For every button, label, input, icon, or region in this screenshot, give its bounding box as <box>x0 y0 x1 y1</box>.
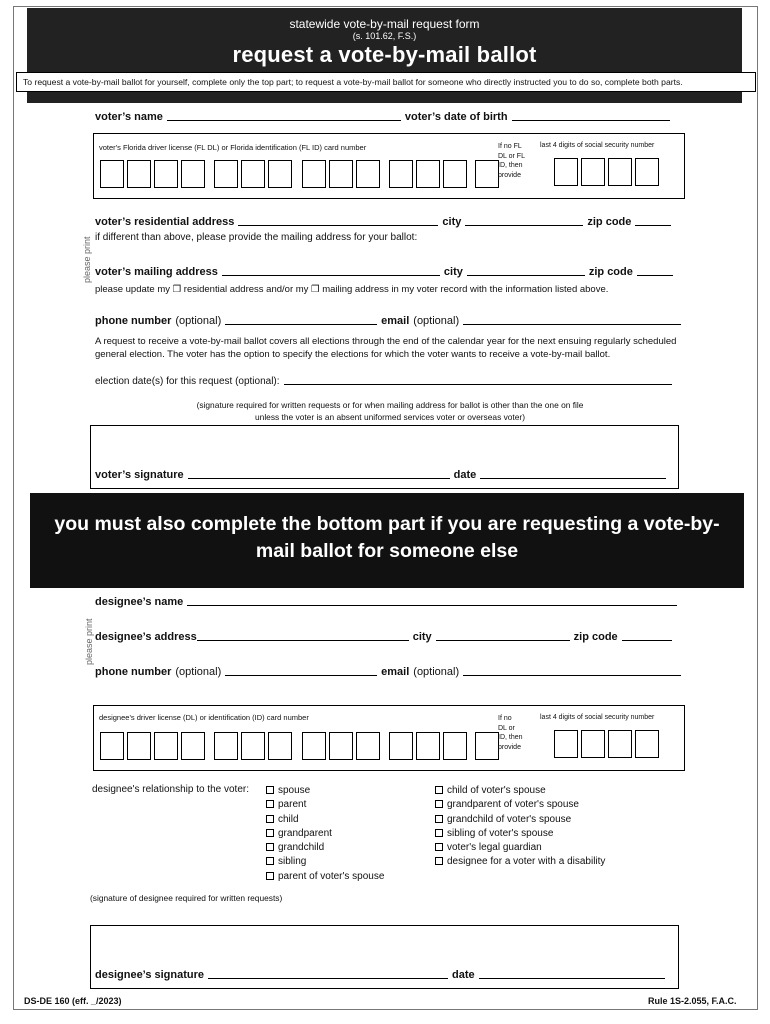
voter-phone-label: phone number <box>95 315 172 327</box>
relationship-option[interactable] <box>435 813 605 827</box>
designee-ssn-digit-box[interactable] <box>608 730 632 758</box>
designee-id-digit-box[interactable] <box>181 732 205 760</box>
designee-name-field[interactable] <box>187 605 677 606</box>
mailing-city-label: city <box>443 266 463 278</box>
designee-id-digit-box[interactable] <box>100 732 124 760</box>
voter-id-digit-box[interactable] <box>356 160 380 188</box>
designee-id-digit-box[interactable] <box>443 732 467 760</box>
mailing-address-row <box>95 266 685 278</box>
relationship-option[interactable] <box>266 798 384 812</box>
designee-id-digit-box[interactable] <box>475 732 499 760</box>
designee-address-row <box>95 631 685 643</box>
designee-phone-label: phone number <box>95 666 172 678</box>
designee-date-label: date <box>452 969 475 981</box>
residential-city-label: city <box>442 216 462 228</box>
mailing-city-field[interactable] <box>467 275 585 276</box>
relationship-option-label: sibling <box>278 856 307 868</box>
voter-email-optional: (optional) <box>413 315 460 327</box>
residential-zip-field[interactable] <box>635 225 671 226</box>
relationship-list-left <box>266 784 384 884</box>
relationship-option[interactable] <box>435 841 605 855</box>
relationship-label: designee's relationship to the voter: <box>92 784 250 795</box>
designee-ssn-digit-box[interactable] <box>581 730 605 758</box>
checkbox[interactable] <box>435 829 443 837</box>
relationship-list-right <box>435 784 605 870</box>
relationship-option-label: parent of voter's spouse <box>278 870 385 882</box>
relationship-option[interactable] <box>435 784 605 798</box>
election-dates-field[interactable] <box>284 384 672 385</box>
designee-please-print: please print <box>84 618 94 665</box>
designee-zip-label: zip code <box>573 631 618 643</box>
relationship-option[interactable] <box>266 827 384 841</box>
relationship-option-label: spouse <box>278 785 311 796</box>
checkbox[interactable] <box>266 815 274 823</box>
checkbox[interactable] <box>266 843 274 851</box>
relationship-option-label: sibling of voter's spouse <box>447 827 554 839</box>
form-name: statewide vote-by-mail request form <box>289 17 480 31</box>
designee-id-digit-box[interactable] <box>241 732 265 760</box>
designee-name-row <box>95 596 685 608</box>
voter-id-digit-box[interactable] <box>329 160 353 188</box>
mailing-address-label: voter’s mailing address <box>95 266 218 278</box>
designee-id-box <box>93 705 685 771</box>
residential-address-label: voter’s residential address <box>95 216 235 228</box>
voter-id-caption: voter's Florida driver license (FL DL) or Florida identification (FL ID) card number <box>99 143 367 152</box>
relationship-option[interactable] <box>266 841 384 855</box>
voter-if-no-id: If no FL DL or FL ID, then provide <box>498 143 525 179</box>
voter-id-box <box>93 133 685 199</box>
designee-email-field[interactable] <box>463 675 681 676</box>
voter-signature-note: (signature required for written requests or for when mailing address for ballot is other than the one on file unless the voter is an absent uniformed services voter or overseas voter) <box>196 400 584 422</box>
voter-ssn-digit-box[interactable] <box>581 158 605 186</box>
designee-signature-label: designee’s signature <box>95 969 205 981</box>
voter-date-label: date <box>453 469 477 481</box>
designee-contact-row <box>95 666 685 678</box>
voter-id-digit-box[interactable] <box>181 160 205 188</box>
checkbox[interactable] <box>435 857 443 865</box>
voter-email-label: email <box>381 315 410 327</box>
mailing-zip-field[interactable] <box>637 275 673 276</box>
relationship-option[interactable] <box>266 813 384 827</box>
voter-name-label: voter’s name <box>95 111 163 123</box>
designee-id-digit-box[interactable] <box>356 732 380 760</box>
designee-ssn-digit-box[interactable] <box>635 730 659 758</box>
relationship-option-label: grandchild <box>278 842 325 854</box>
checkbox[interactable] <box>266 829 274 837</box>
relationship-option-label: grandparent <box>278 827 332 839</box>
relationship-option-label: child <box>278 813 299 825</box>
voter-phone-optional: (optional) <box>175 315 222 327</box>
mailing-address-field[interactable] <box>222 275 440 276</box>
designee-name-label: designee’s name <box>95 596 184 608</box>
voter-dob-field[interactable] <box>512 120 670 121</box>
voter-id-digit-box[interactable] <box>100 160 124 188</box>
checkbox[interactable] <box>266 857 274 865</box>
designee-signature-field[interactable] <box>208 978 448 979</box>
residential-address-row <box>95 216 685 228</box>
voter-please-print: please print <box>82 236 92 283</box>
relationship-option[interactable] <box>266 784 384 798</box>
designee-ssn-caption: last 4 digits of social security number <box>540 714 655 721</box>
designee-phone-field[interactable] <box>225 675 377 676</box>
designee-signature-note: (signature of designee required for written requests) <box>90 893 283 903</box>
update-record-text: please update my ❒ residential address and/or my ❒ mailing address in my voter record with the information listed above. <box>95 284 609 295</box>
voter-id-digit-box[interactable] <box>475 160 499 188</box>
designee-id-digit-box[interactable] <box>214 732 238 760</box>
voter-id-digit-box[interactable] <box>268 160 292 188</box>
checkbox[interactable] <box>435 786 443 794</box>
checkbox[interactable] <box>435 843 443 851</box>
relationship-option-label: parent <box>278 799 307 811</box>
relationship-option[interactable] <box>435 855 605 869</box>
designee-id-digit-box[interactable] <box>268 732 292 760</box>
voter-id-digit-box[interactable] <box>241 160 265 188</box>
voter-ssn-caption: last 4 digits of social security number <box>540 142 655 149</box>
voter-ssn-digit-box[interactable] <box>635 158 659 186</box>
relationship-option-label: child of voter's spouse <box>447 785 546 796</box>
election-dates-label: election date(s) for this request (optional): <box>95 376 280 387</box>
mailing-zip-label: zip code <box>588 266 633 278</box>
designee-address-label: designee’s address <box>95 631 197 643</box>
voter-name-field[interactable] <box>167 120 401 121</box>
relationship-option-label: grandchild of voter's spouse <box>447 813 572 825</box>
request-paragraph: A request to receive a vote-by-mail ballot covers all elections through the end of the calendar year for the next ensuing regularly scheduled general election. The voter has the option to specify the elections for which the voter wants to receive a vote-by-mail ballot. <box>95 336 677 360</box>
designee-id-digit-box[interactable] <box>329 732 353 760</box>
checkbox[interactable] <box>266 800 274 808</box>
voter-dob-label: voter’s date of birth <box>404 111 508 123</box>
designee-id-digit-box[interactable] <box>302 732 326 760</box>
checkbox[interactable] <box>266 786 274 794</box>
designee-city-label: city <box>412 631 432 643</box>
mailing-hint: if different than above, please provide the mailing address for your ballot: <box>95 232 418 243</box>
voter-ssn-digit-box[interactable] <box>554 158 578 186</box>
designee-banner: you must also complete the bottom part if you are requesting a vote-by- mail ballot for someone else <box>30 493 744 588</box>
rule-reference: Rule 1S-2.055, F.A.C. <box>648 996 737 1006</box>
relationship-option[interactable] <box>435 798 605 812</box>
designee-ssn-digit-box[interactable] <box>554 730 578 758</box>
designee-zip-field[interactable] <box>622 640 672 641</box>
relationship-option[interactable] <box>266 855 384 869</box>
residential-address-field[interactable] <box>238 225 438 226</box>
designee-signature-row <box>95 969 685 981</box>
voter-id-digit-box[interactable] <box>214 160 238 188</box>
form-title: request a vote-by-mail ballot <box>232 42 537 67</box>
designee-id-digit-box[interactable] <box>127 732 151 760</box>
checkbox[interactable] <box>266 872 274 880</box>
relationship-option[interactable] <box>266 870 384 884</box>
election-dates-row <box>95 376 685 387</box>
statute-reference: (s. 101.62, F.S.) <box>352 31 417 41</box>
residential-city-field[interactable] <box>465 225 583 226</box>
checkbox[interactable] <box>435 800 443 808</box>
voter-name-row <box>95 111 685 123</box>
voter-id-digit-box[interactable] <box>443 160 467 188</box>
voter-id-digit-box[interactable] <box>127 160 151 188</box>
relationship-option-label: grandparent of voter's spouse <box>447 799 579 811</box>
designee-city-field[interactable] <box>436 640 570 641</box>
voter-signature-field[interactable] <box>188 478 450 479</box>
voter-signature-row <box>95 469 685 481</box>
voter-email-field[interactable] <box>463 324 681 325</box>
voter-contact-row <box>95 315 685 327</box>
designee-id-digit-box[interactable] <box>154 732 178 760</box>
designee-date-field[interactable] <box>479 978 665 979</box>
designee-id-digit-box[interactable] <box>416 732 440 760</box>
voter-id-digit-box[interactable] <box>154 160 178 188</box>
designee-address-field[interactable] <box>197 640 409 641</box>
relationship-option[interactable] <box>435 827 605 841</box>
form-id: DS-DE 160 (eff. _/2023) <box>24 996 122 1006</box>
residential-zip-label: zip code <box>587 216 632 228</box>
voter-id-digit-box[interactable] <box>302 160 326 188</box>
voter-date-field[interactable] <box>480 478 666 479</box>
relationship-option-label: designee for a voter with a disability <box>447 856 606 868</box>
instructions: To request a vote-by-mail ballot for yourself, complete only the top part; to request a vote-by-mail ballot for someone who directly instructed you to do so, complete both parts. <box>16 72 756 92</box>
designee-id-caption: designee's driver license (DL) or identification (ID) card number <box>99 713 309 722</box>
voter-id-digit-box[interactable] <box>416 160 440 188</box>
voter-signature-label: voter’s signature <box>95 469 184 481</box>
designee-id-digit-box[interactable] <box>389 732 413 760</box>
designee-phone-optional: (optional) <box>175 666 222 678</box>
checkbox[interactable] <box>435 815 443 823</box>
designee-email-optional: (optional) <box>413 666 460 678</box>
voter-phone-field[interactable] <box>225 324 377 325</box>
relationship-option-label: voter's legal guardian <box>447 842 542 854</box>
voter-ssn-digit-box[interactable] <box>608 158 632 186</box>
designee-email-label: email <box>381 666 410 678</box>
voter-id-digit-box[interactable] <box>389 160 413 188</box>
designee-if-no-id: If no DL or ID, then provide <box>498 715 523 751</box>
